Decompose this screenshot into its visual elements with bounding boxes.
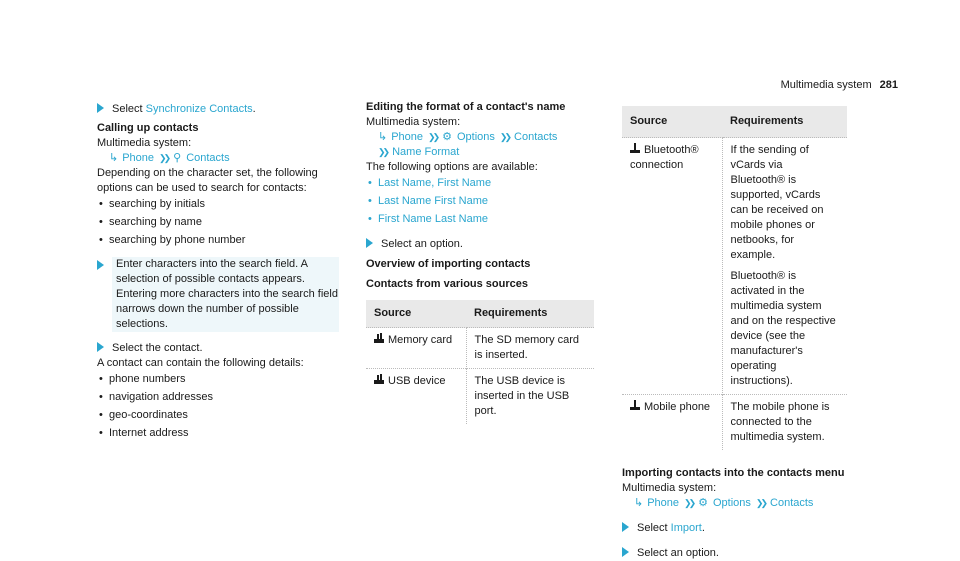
double-chevron-icon: ❯❯ [378, 147, 388, 157]
list-item: • Internet address [97, 426, 339, 441]
column-1 [97, 100, 339, 444]
path-phone[interactable]: Phone [122, 152, 155, 164]
option-last-first-comma[interactable]: • Last Name, First Name [366, 176, 596, 191]
step-arrow-icon [97, 103, 104, 113]
menu-path [366, 130, 596, 145]
col-header-requirements: Requirements [466, 300, 594, 328]
heading-importing: Importing contacts into the contacts menu [622, 467, 845, 479]
step-synchronize: Select Synchronize Contacts. [97, 102, 339, 117]
bullet-list-details [97, 372, 339, 441]
page-number: 281 [879, 79, 898, 91]
path-phone[interactable]: Phone [391, 131, 424, 143]
heading-calling-contacts: Calling up contacts [97, 122, 199, 134]
menu-path [622, 496, 847, 511]
step-arrow-icon [97, 342, 104, 352]
synchronize-contacts-link[interactable]: Synchronize Contacts [145, 103, 253, 115]
step-arrow-icon [366, 238, 373, 248]
menu-path-2 [366, 145, 596, 160]
sources-table-2 [622, 106, 847, 450]
step-arrow-icon [622, 547, 629, 557]
return-arrow-icon: ↳ [634, 497, 644, 509]
step-arrow-icon [622, 522, 629, 532]
table-row: USB device The USB device is inserted in the USB port. [366, 369, 594, 425]
path-name-format[interactable]: Name Format [392, 146, 460, 158]
double-chevron-icon: ❯❯ [159, 153, 169, 163]
para-depending: Depending on the character set, the following options can be used to search for contacts: [97, 167, 318, 194]
col-header-source: Source [366, 300, 466, 328]
step-arrow-icon [97, 260, 104, 270]
section-title: Multimedia system [780, 79, 872, 91]
heading-overview: Overview of importing contacts [366, 258, 531, 270]
path-phone[interactable]: Phone [647, 497, 680, 509]
path-contacts[interactable]: Contacts [770, 497, 814, 509]
gear-icon: ⚙ [442, 131, 452, 143]
table-row: Memory card The SD memory card is inserted. [366, 328, 594, 369]
search-icon: ⚲ [173, 152, 182, 164]
sources-table-1 [366, 300, 594, 424]
list-item: • searching by phone number [97, 233, 339, 248]
step-select-option: Select an option. [622, 546, 847, 561]
menu-path [97, 151, 339, 166]
list-item: • navigation addresses [97, 390, 339, 405]
heading-sources: Contacts from various sources [366, 278, 528, 290]
para-options: The following options are available: [366, 161, 538, 173]
option-last-first[interactable]: • Last Name First Name [366, 194, 596, 209]
return-arrow-icon: ↳ [378, 131, 388, 143]
memory-card-icon [374, 333, 384, 344]
multimedia-system-label: Multimedia system: [97, 137, 192, 149]
column-2 [366, 100, 596, 424]
step-select-option: Select an option. [366, 237, 596, 252]
multimedia-system-label: Multimedia system: [622, 482, 717, 494]
double-chevron-icon: ❯❯ [428, 132, 438, 142]
import-link[interactable]: Import [670, 522, 702, 534]
gear-icon: ⚙ [698, 497, 708, 509]
col-header-source: Source [622, 106, 722, 138]
step-enter-characters: Enter characters into the search field. A selection of possible contacts appears. Entering more characters into the search field narrows down the number of possible selections. [97, 257, 339, 332]
double-chevron-icon: ❯❯ [684, 498, 694, 508]
table-row: Mobile phone The mobile phone is connected to the multimedia system. [622, 395, 847, 451]
bullet-list-search [97, 197, 339, 248]
path-contacts[interactable]: Contacts [186, 152, 230, 164]
para-details: A contact can contain the following details: [97, 357, 304, 369]
column-3 [622, 106, 847, 561]
list-item: • searching by initials [97, 197, 339, 212]
path-options[interactable]: Options [457, 131, 495, 143]
col-header-requirements: Requirements [722, 106, 847, 138]
path-contacts[interactable]: Contacts [514, 131, 558, 143]
step-select-import: Select Import. [622, 521, 847, 536]
return-arrow-icon: ↳ [109, 152, 119, 164]
list-item: • geo-coordinates [97, 408, 339, 423]
multimedia-system-label: Multimedia system: [366, 116, 461, 128]
table-row: Bluetooth® connection If the sending of vCards via Bluetooth® is supported, vCards can be received on mobile phones or netbooks, for example. Bluetooth® is activated in the multimedia system and on the respective device (see the manufacturer's operating instructions). [622, 138, 847, 395]
list-item: • searching by name [97, 215, 339, 230]
heading-editing-format: Editing the format of a contact's name [366, 101, 566, 113]
double-chevron-icon: ❯❯ [755, 498, 766, 508]
usb-icon [374, 374, 384, 385]
mobile-phone-icon [630, 400, 640, 411]
step-select-contact: Select the contact. [97, 341, 339, 356]
double-chevron-icon: ❯❯ [499, 132, 510, 142]
option-first-last[interactable]: • First Name Last Name [366, 212, 596, 227]
list-item: • phone numbers [97, 372, 339, 387]
page-header [781, 78, 898, 93]
bluetooth-device-icon [630, 143, 640, 154]
name-format-options [366, 176, 596, 227]
path-options[interactable]: Options [713, 497, 751, 509]
